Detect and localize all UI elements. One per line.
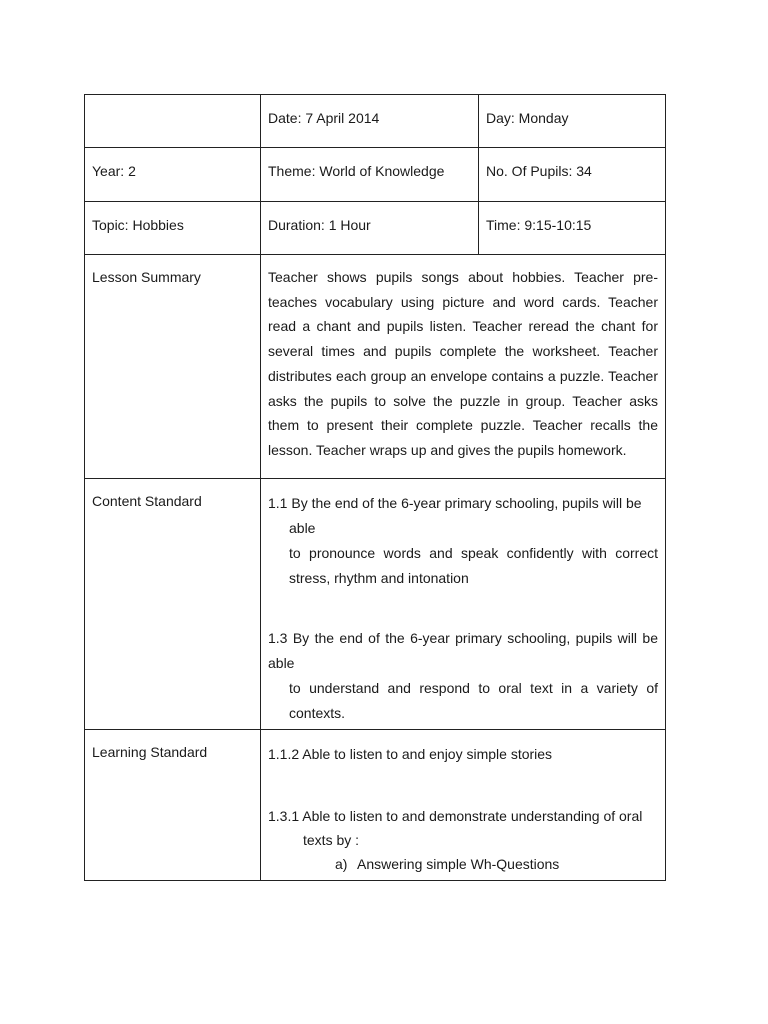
learning-standard-item-2-cont: texts by : — [303, 832, 360, 848]
content-standard-item-1-heading: 1.1 By the end of the 6-year primary schooling, pupils will be — [268, 495, 642, 511]
content-standard-item-1-detail: to pronounce words and speak confidently with correct stress, rhythm and intonation — [289, 545, 658, 586]
pupils-text: No. Of Pupils: 34 — [486, 163, 592, 179]
empty-cell — [85, 95, 261, 148]
learning-standard-label: Learning Standard — [92, 744, 208, 760]
content-standard-item-2-heading: 1.3 By the end of the 6-year primary schooling, pupils will be able — [268, 630, 658, 671]
pupils-cell — [479, 148, 666, 202]
learning-standard-label-cell — [85, 730, 261, 881]
learning-standard-subitem — [268, 852, 658, 876]
content-standard-item-1-able: able — [289, 520, 316, 536]
lesson-summary-row — [85, 255, 666, 479]
content-standard-label-cell — [85, 479, 261, 730]
learning-standard-gap — [268, 766, 658, 804]
lesson-summary-text: Teacher shows pupils songs about hobbies. Teacher pre-teaches vocabulary using picture and word cards. Teacher read a chant and pupils listen. Teacher reread the chant for several times and pupils complete the worksheet. Teacher distributes each group an envelope contains a puzzle. Teacher asks the pupils to solve the puzzle in group. Teacher asks them to present their complete puzzle. Teacher recalls the lesson. Teacher wraps up and gives the pupils homework. — [268, 269, 658, 458]
day-text: Day: Monday — [486, 110, 569, 126]
content-standard-content-cell — [261, 479, 666, 730]
content-standard-item-2-detail: to understand and respond to oral text in a variety of contexts. — [289, 680, 658, 721]
content-standard-gap — [268, 591, 658, 626]
day-cell — [479, 95, 666, 148]
time-text: Time: 9:15-10:15 — [486, 217, 592, 233]
lesson-summary-content-cell — [261, 255, 666, 479]
date-cell — [261, 95, 479, 148]
duration-cell — [261, 202, 479, 255]
lesson-plan-table — [84, 94, 666, 881]
time-cell — [479, 202, 666, 255]
theme-cell — [261, 148, 479, 202]
year-cell — [85, 148, 261, 202]
learning-standard-item-2: 1.3.1 Able to listen to and demonstrate understanding of oral — [268, 808, 643, 824]
lesson-summary-label: Lesson Summary — [92, 269, 201, 285]
content-standard-label: Content Standard — [92, 493, 202, 509]
header-row-year — [85, 148, 666, 202]
learning-standard-item-1: 1.1.2 Able to listen to and enjoy simple stories — [268, 746, 553, 762]
learning-standard-content-cell — [261, 730, 666, 881]
theme-text: Theme: World of Knowledge — [268, 163, 445, 179]
date-text: Date: 7 April 2014 — [268, 110, 380, 126]
topic-cell — [85, 202, 261, 255]
header-row-topic — [85, 202, 666, 255]
learning-standard-row — [85, 730, 666, 881]
header-row-date — [85, 95, 666, 148]
duration-text: Duration: 1 Hour — [268, 217, 371, 233]
year-text: Year: 2 — [92, 163, 136, 179]
subitem-marker: a) — [335, 856, 348, 872]
topic-text: Topic: Hobbies — [92, 217, 184, 233]
subitem-text: Answering simple Wh-Questions — [357, 856, 560, 872]
lesson-summary-label-cell — [85, 255, 261, 479]
content-standard-row — [85, 479, 666, 730]
